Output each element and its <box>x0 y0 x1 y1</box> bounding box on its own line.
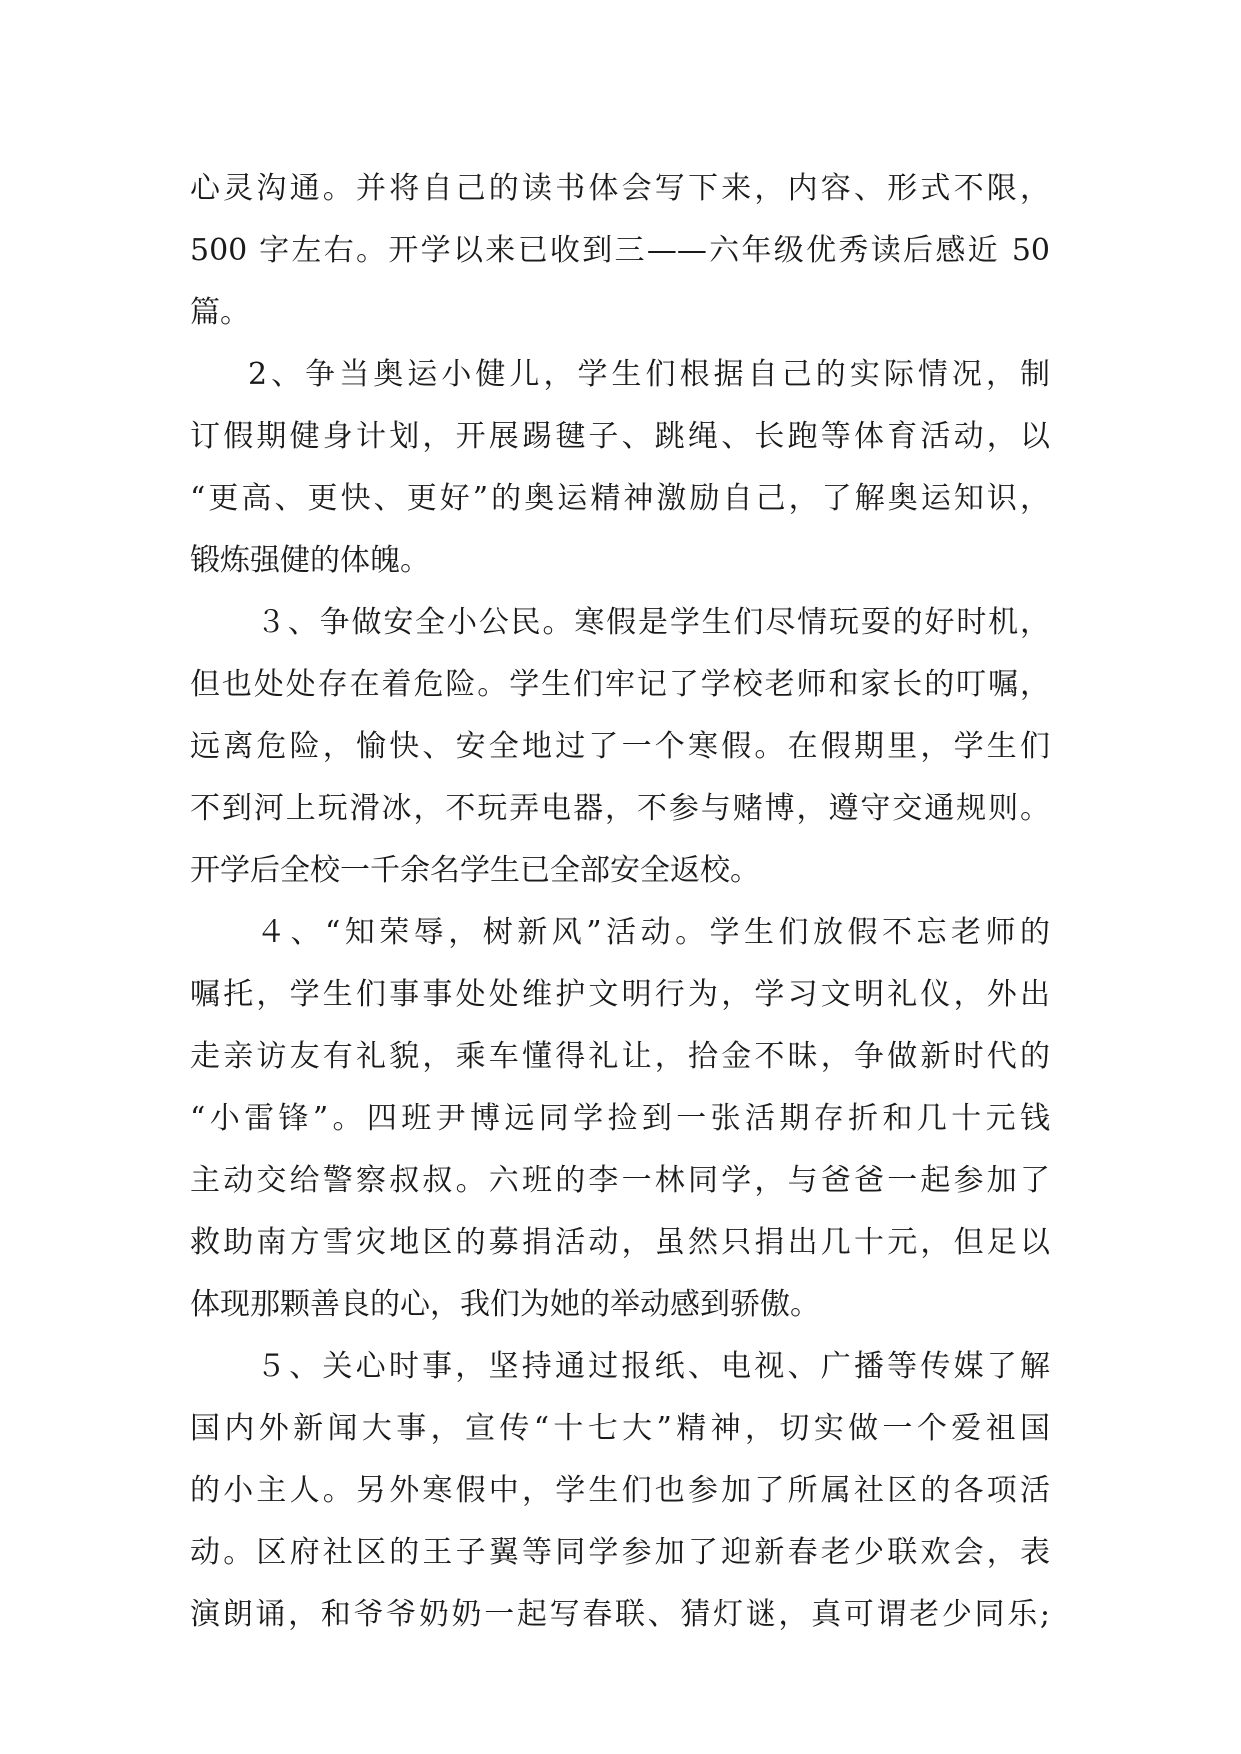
paragraph-2 <box>190 344 1050 592</box>
text-line: 嘱托，学生们事事处处维护文明行为，学习文明礼仪，外出 <box>190 977 1050 1012</box>
text-line: 体现那颗善良的心，我们为她的举动感到骄傲。 <box>190 1287 820 1322</box>
text-line: 主动交给警察叔叔。六班的李一林同学，与爸爸一起参加了 <box>190 1163 1050 1198</box>
text-line: 篇。 <box>190 295 250 330</box>
paragraph-4 <box>190 902 1050 1336</box>
text-line: 救助南方雪灾地区的募捐活动，虽然只捐出几十元，但足以 <box>190 1225 1050 1260</box>
text-line: ５、关心时事，坚持通过报纸、电视、广播等传媒了解 <box>256 1349 1050 1384</box>
text-line: 心灵沟通。并将自己的读书体会写下来，内容、形式不限， <box>190 171 1050 206</box>
text-line: 国内外新闻大事，宣传“十七大”精神，切实做一个爱祖国 <box>190 1411 1050 1446</box>
text-line: 动。区府社区的王子翼等同学参加了迎新春老少联欢会，表 <box>190 1535 1050 1570</box>
text-line: 500 字左右。开学以来已收到三——六年级优秀读后感近 50 <box>190 233 1050 268</box>
text-line: 但也处处存在着危险。学生们牢记了学校老师和家长的叮嘱， <box>190 667 1050 702</box>
text-line: 锻炼强健的体魄。 <box>190 543 430 578</box>
text-line: 的小主人。另外寒假中，学生们也参加了所属社区的各项活 <box>190 1473 1050 1508</box>
document-body <box>190 158 1050 1646</box>
text-line: 开学后全校一千余名学生已全部安全返校。 <box>190 853 760 888</box>
text-line: 演朗诵，和爷爷奶奶一起写春联、猜灯谜，真可谓老少同乐; <box>190 1597 1050 1632</box>
paragraph-5 <box>190 1336 1050 1646</box>
text-line: ４、“知荣辱，树新风”活动。学生们放假不忘老师的 <box>256 915 1050 950</box>
text-line: 2、争当奥运小健儿，学生们根据自己的实际情况，制 <box>248 357 1050 392</box>
paragraph-1 <box>190 158 1050 344</box>
text-line: 走亲访友有礼貌，乘车懂得礼让，拾金不昧，争做新时代的 <box>190 1039 1050 1074</box>
text-line: 不到河上玩滑冰，不玩弄电器，不参与赌博，遵守交通规则。 <box>190 791 1050 826</box>
text-line: “更高、更快、更好”的奥运精神激励自己，了解奥运知识， <box>190 481 1050 516</box>
text-line: “小雷锋”。四班尹博远同学捡到一张活期存折和几十元钱 <box>190 1101 1050 1136</box>
text-line: 订假期健身计划，开展踢毽子、跳绳、长跑等体育活动，以 <box>190 419 1050 454</box>
paragraph-3 <box>190 592 1050 902</box>
text-line: 远离危险，愉快、安全地过了一个寒假。在假期里，学生们 <box>190 729 1050 764</box>
text-line: ３、争做安全小公民。寒假是学生们尽情玩耍的好时机， <box>256 605 1050 640</box>
